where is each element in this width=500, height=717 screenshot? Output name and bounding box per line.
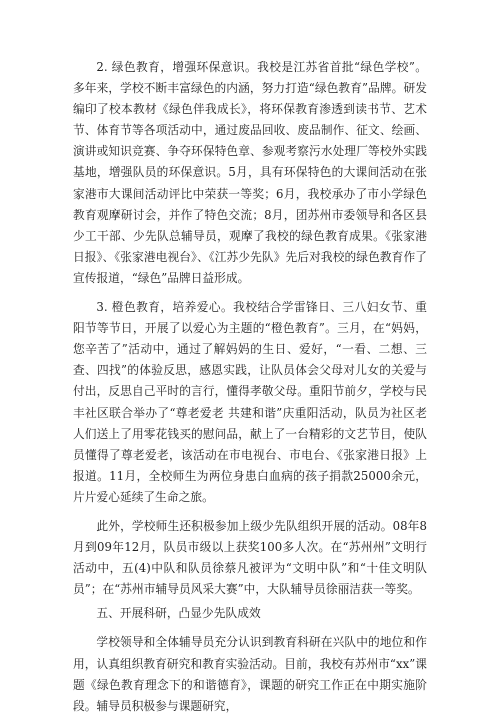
document-body — [73, 57, 427, 717]
paragraph-green-education: 2. 绿色教育，增强环保意识。我校是江苏省首批“绿色学校”。多年来，学校不断丰富绿色的内涵，努力打造“绿色教育”品牌。研发编印了校本教材《绿色伴我成长》，将环保教育渗透到读书节、艺术节、体育节等各项活动中，通过废品回收、废品制作、征文、绘画、演讲或知识竞赛、争夺环保特色章、参观考察污水处理厂等校外实践基地，增强队员的环保意识。5月，具有环保特色的大课间活动在张家港市大课间活动评比中荣获一等奖；6月，我校承办了市小学绿色教育观摩研讨会，并作了特色交流；8月，团苏州市委领导和各区县少工干部、少先队总辅导员，观摩了我校的绿色教育成果。《张家港日报》、《张家港电视台》、《江苏少先队》先后对我校的绿色教育作了宣传报道，“绿色”品牌日益形成。 — [73, 60, 427, 285]
paragraph-additional-activities: 此外，学校师生还积极参加上级少先队组织开展的活动。08年8月到09年12月，队员市级以上获奖100多人次。在“苏州州”文明行活动中，五(4)中队和队员徐蔡凡被评为“文明中队”和“十佳文明队员”；在“苏州市辅导员风采大赛”中，大队辅导员徐丽洁获一等奖。 — [73, 518, 427, 597]
paragraph-orange-education: 3. 橙色教育，培养爱心。我校结合学雷锋日、三八妇女节、重阳节等节日，开展了以爱心为主题的“橙色教育”。三月，在“妈妈，您辛苦了”活动中，通过了解妈妈的生日、爱好，“一看、二想、三查、四找”的体验反思，感恩实践，让队员体会父母对儿女的关爱与付出，反思自己平时的言行，懂得孝敬父母。重阳节前夕，学校与民丰社区联合举办了“尊老爱老 共建和谐”庆重阳活动，队员为社区老人们送上了用零花钱买的慰问品，献上了一台精彩的文艺节目，使队员懂得了尊老爱老，该活动在市电视台、市电台、《张家港日报》上报道。11月，全校师生为两位身患白血病的孩子捐款25000余元，片片爱心延续了生命之旅。 — [73, 300, 427, 504]
paragraph-research: 学校领导和全体辅导员充分认识到教育科研在兴队中的地位和作用，认真组织教育研究和教育实验活动。目前，我校有苏州市“xx”课题《绿色教育理念下的和谐德育》，课题的研究工作正在中期实施阶段。辅导员积极参与课题研究， — [73, 635, 427, 713]
section-heading-research: 五、开展科研，凸显少先队成效 — [96, 606, 261, 621]
